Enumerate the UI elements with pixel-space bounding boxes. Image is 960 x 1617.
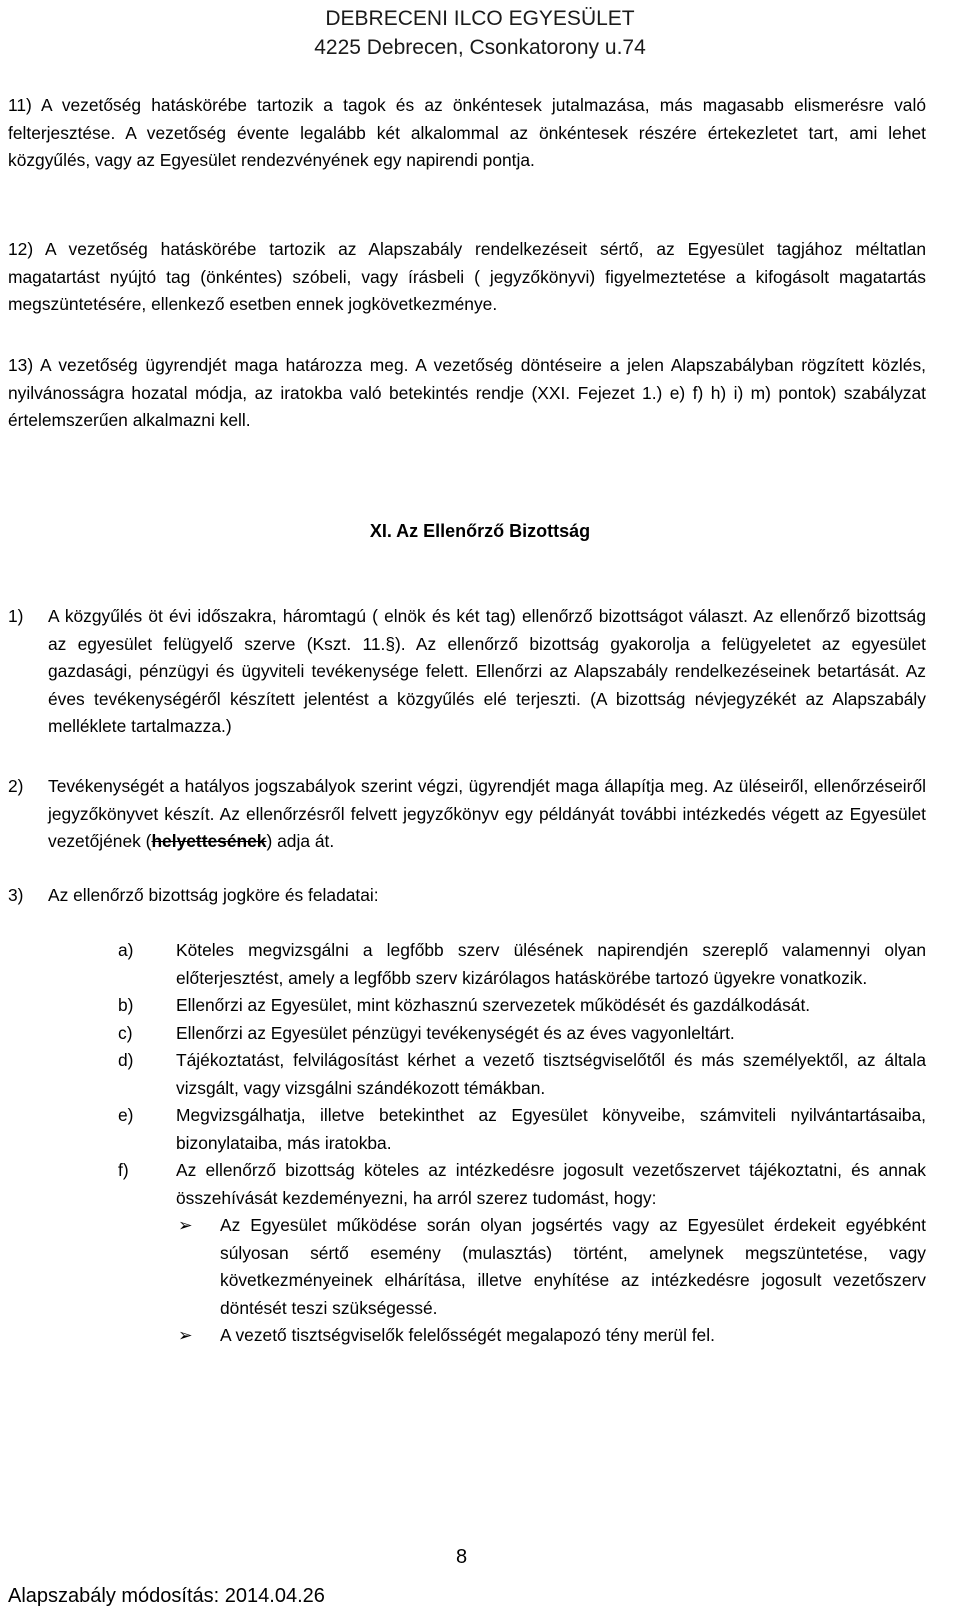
page-header [0,4,960,62]
item-text-part: Tevékenységét a hatályos jogszabályok szerint végzi, ügyrendjét maga állapítja meg. Az üléseiről, ellenőrzéseiről jegyzőkönyvet készít. Az ellenőrzésről felvett jegyzőkönyv egy példányát további intézkedés végett az Egyesület vezetőjének ( [48,776,926,851]
list-text: Köteles megvizsgálni a legfőbb szerv ülésének napirendjén szereplő valamennyi olyan előterjesztést, amely a legfőbb szerv kizárólagos hatáskörébe tartozó ügyekre vonatkozik. [176,940,926,988]
list-text: Ellenőrzi az Egyesület, mint közhasznú szervezetek működését és gazdálkodását. [176,995,811,1015]
bullet-list [178,1212,926,1350]
header-address: 4225 Debrecen, Csonkatorony u.74 [314,36,646,59]
struck-text: helyettesének [151,831,267,851]
list-item [118,937,926,992]
item-text-part: ) adja át. [266,831,335,851]
list-letter: e) [118,1105,134,1125]
item-number: 2) [8,776,24,796]
item-3 [8,882,926,910]
bullet-item [178,1212,926,1322]
list-text: Az ellenőrző bizottság köteles az intézkedésre jogosult vezetőszervet tájékoztatni, és annak összehívását kezdeményezni, ha arról szerez tudomást, hogy: [176,1160,926,1208]
paragraph-11: 11) A vezetőség hatáskörébe tartozik a tagok és az önkéntesek jutalmazása, más magasabb elismerésre való felterjesztése. A vezetőség évente legalább két alkalommal az önkéntesek részére értekezletet tart, ami lehet közgyűlés, vagy az Egyesület rendezvényének egy napirendi pontja. [8,95,926,170]
bullet-item [178,1322,926,1350]
arrow-bullet-icon: ➢ [178,1325,193,1345]
bullet-text: A vezető tisztségviselők felelősségét megalapozó tény merül fel. [220,1325,715,1345]
paragraph-12: 12) A vezetőség hatáskörébe tartozik az Alapszabály rendelkezéseit sértő, az Egyesület tagjához méltatlan magatartást nyújtó tag (önkéntes) szóbeli, vagy írásbeli ( jegyzőkönyvi) figyelmeztetése a kifogásolt magatartás megszüntetésére, ellenkező esetben ennek jogkövetkezménye. [8,239,926,314]
list-item [118,1157,926,1212]
list-item [118,992,926,1020]
list-text: Tájékoztatást, felvilágosítást kérhet a vezető tisztségviselőtől és más személyektől, az általa vizsgált, vagy vizsgálni szándékozott témákban. [176,1050,926,1098]
section-title: XI. Az Ellenőrző Bizottság [369,521,591,541]
list-item [118,1020,926,1048]
list-letter: c) [118,1022,133,1043]
item-1 [8,603,926,741]
item-number: 1) [8,606,24,626]
item-2 [8,773,926,856]
list-item [118,1047,926,1102]
item-text: Az ellenőrző bizottság jogköre és feladatai: [48,885,379,905]
arrow-bullet-icon: ➢ [178,1215,193,1235]
item-number: 3) [8,885,24,905]
list-letter: a) [118,940,134,960]
list-letter: b) [118,995,134,1015]
item-text: A közgyűlés öt évi időszakra, háromtagú ( elnök és két tag) ellenőrző bizottságot választ. Az ellenőrző bizottság az egyesület felügyelő szerve (Kszt. 11.§). Az ellenőrző bizottság gyakorolja a felügyeletet az egyesület gazdasági, pénzügyi és ügyviteli tevékenysége felett. Ellenőrzi az Alapszabály rendelkezéseinek betartását. Az éves tevékenységéről készített jelentést a közgyűlés elé terjeszti. (A bizottság névjegyzékét az Alapszabály melléklete tartalmazza.) [48,606,926,736]
list-text: Ellenőrzi az Egyesület pénzügyi tevékenységét és az éves vagyonleltárt. [176,1022,735,1043]
item-text [48,773,926,856]
footer-revision: Alapszabály módosítás: 2014.04.26 [8,1585,325,1607]
bullet-text: Az Egyesület működése során olyan jogsértés vagy az Egyesület érdekeit egyébként súlyosan sértő esemény (mulasztás) történt, amelynek megszüntetése, vagy következményeinek elhárítása, illetve enyhítése az intézkedésre jogosult vezetőszerv döntését teszi szükségessé. [220,1215,926,1318]
list-letter: f) [118,1160,129,1180]
header-org-name: DEBRECENI ILCO EGYESÜLET [325,7,635,30]
paragraph-13: 13) A vezetőség ügyrendjét maga határozza meg. A vezetőség döntéseire a jelen Alapszabályban rögzített közlés, nyilvánosságra hozatal módja, az iratokba való betekintés rendje (XXI. Fejezet 1.) e) f) h) i) m) pontok) szabályzat értelemszerűen alkalmazni kell. [8,355,926,430]
list-text: Megvizsgálhatja, illetve betekinthet az Egyesület könyveibe, számviteli nyilvántartásaiba, bizonylataiba, más iratokba. [176,1105,926,1153]
list-item [118,1102,926,1157]
page-number: 8 [456,1546,468,1568]
list-letter: d) [118,1050,134,1070]
duties-list [118,937,926,1350]
